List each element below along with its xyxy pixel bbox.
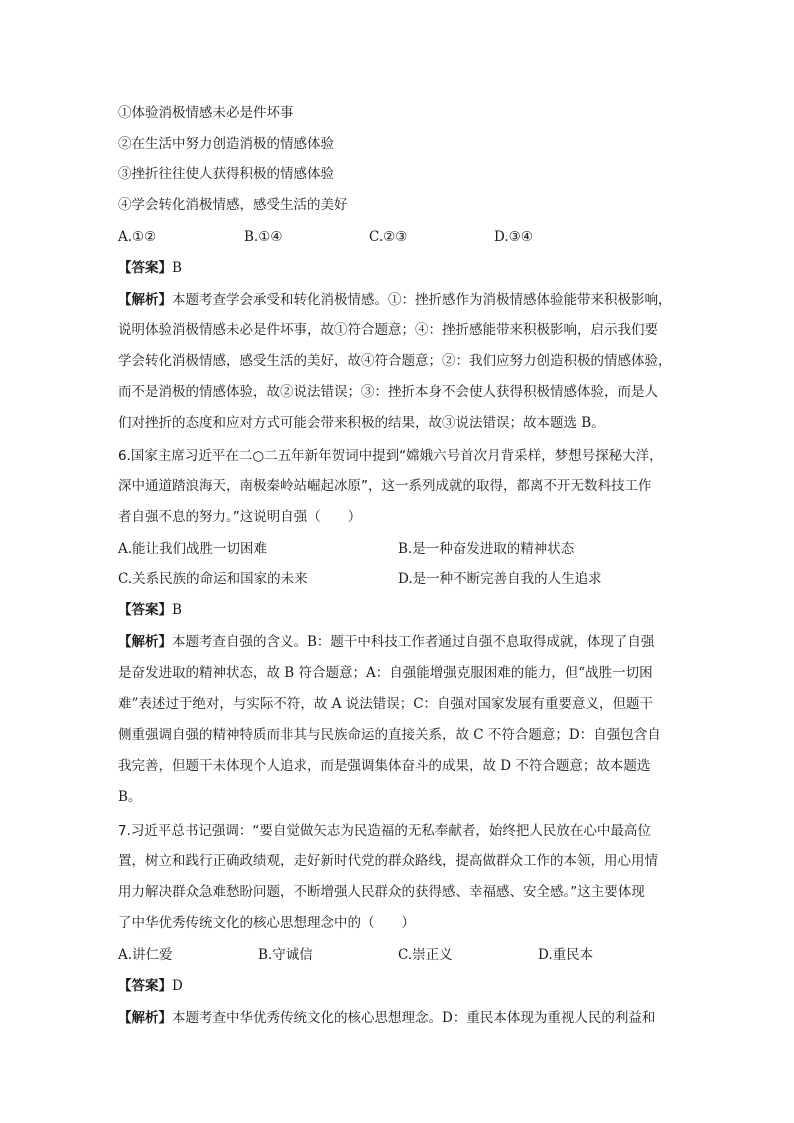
q6-option-a: A.能让我们战胜一切困难 [118,541,268,557]
q5-analysis-line-1: 【解析】本题考查学会承受和转化消极情感。①：挫折感作为消极情感体验能带来积极影响， [118,292,672,308]
q6-stem-line-1: 6.国家主席习近平在二○二五年新年贺词中提到“嫦娥六号首次月背采样，梦想号探秘大洋， [118,448,663,464]
q7-stem-line-1: 7.习近平总书记强调：“要自觉做矢志为民造福的无私奉献者，始终把人民放在心中最高位 [118,823,651,839]
q7-option-a: A.讲仁爱 [118,947,173,963]
statement-1: ①体验消极情感未必是件坏事 [118,105,294,121]
q5-analysis-line-3: 学会转化消极情感，感受生活的美好，故④符合题意；②：我们应努力创造积极的情感体验， [118,353,672,369]
q7-analysis-line-1: 【解析】本题考查中华优秀传统文化的核心思想理念。D：重民本体现为重视人民的利益和 [118,1010,656,1026]
q6-answer [118,600,182,620]
q6-analysis-line-1: 【解析】本题考查自强的含义。B：题干中科技工作者通过自强不息取得成就，体现了自强 [118,634,655,650]
answer-label: 【答案】 [118,978,172,994]
q5-analysis-line-5: 们对挫折的态度和应对方式可能会带来积极的结果，故③说法错误；故本题选 B。 [118,415,605,431]
q7-option-b: B.守诚信 [258,947,313,963]
q6-stem-line-3: 者自强不息的努力。”这说明自强（ ） [118,509,362,525]
q6-option-c: C.关系民族的命运和国家的未来 [118,571,308,587]
q5-analysis-line-2: 说明体验消极情感未必是件坏事，故①符合题意；④：挫折感能带来积极影响，启示我们要 [118,322,658,338]
q6-stem-line-2: 深中通道踏浪海天，南极秦岭站崛起冰原”，这一系列成就的取得，都离不开无数科技工作 [118,478,652,494]
q6-option-b: B.是一种奋发进取的精神状态 [398,541,575,557]
q5-option-d: D.③④ [494,229,533,245]
q6-analysis-line-5: 我完善，但题干未体现个人追求，而是强调集体奋斗的成果，故 D 不符合题意；故本题选 [118,758,651,774]
q6-analysis-line-6: B。 [118,789,142,805]
q7-stem-line-3: 用力解决群众急难愁盼问题，不断增强人民群众的获得感、幸福感、安全感。”这主要体现 [118,884,645,900]
q7-stem-line-2: 置，树立和践行正确政绩观，走好新时代党的群众路线，提高做群众工作的本领，用心用情 [118,853,658,869]
analysis-label: 【解析】 [118,1010,172,1026]
answer-value: B [172,260,182,276]
analysis-label: 【解析】 [118,634,172,650]
q6-analysis-line-4: 侧重强调自强的精神特质而非其与民族命运的直接关系，故 C 不符合题意；D：自强包含自 [118,727,661,743]
answer-label: 【答案】 [118,260,172,276]
answer-label: 【答案】 [118,602,172,618]
q6-option-d: D.是一种不断完善自我的人生追求 [398,571,602,587]
answer-value: D [172,978,183,994]
q5-analysis-line-4: 而不是消极的情感体验，故②说法错误；③：挫折本身不会使人获得积极情感体验，而是人 [118,384,658,400]
q6-analysis-line-3: 难”表述过于绝对，与实际不符，故 A 说法错误；C：自强对国家发展有重要意义，但题干 [118,696,654,712]
q7-answer [118,976,183,996]
q5-option-c: C.②③ [369,229,408,245]
answer-value: B [172,602,182,618]
q5-option-a: A.①② [118,229,157,245]
statement-4: ④学会转化消极情感，感受生活的美好 [118,197,348,213]
analysis-label: 【解析】 [118,292,172,308]
statement-3: ③挫折往往使人获得积极的情感体验 [118,166,334,182]
q5-answer [118,258,182,278]
q7-option-c: C.崇正义 [398,947,453,963]
q6-analysis-line-2: 是奋发进取的精神状态，故 B 符合题意；A：自强能增强克服困难的能力，但“战胜一切困 [118,665,653,681]
statement-2: ②在生活中努力创造消极的情感体验 [118,136,334,152]
q5-option-b: B.①④ [244,229,283,245]
q7-option-d: D.重民本 [538,947,594,963]
q7-stem-line-4: 了中华优秀传统文化的核心思想理念中的（ ） [118,915,415,931]
